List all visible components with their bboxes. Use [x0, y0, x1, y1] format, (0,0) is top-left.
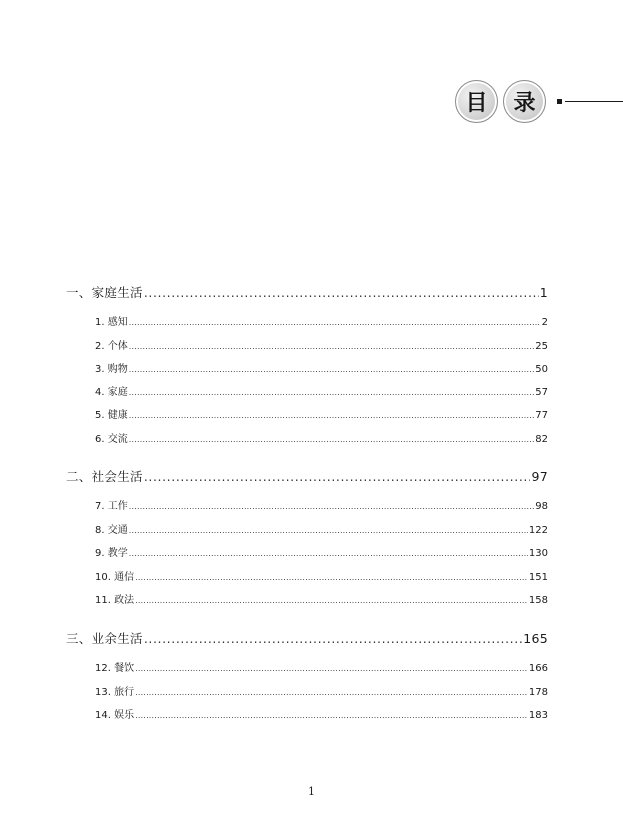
title-char-mu: 目 — [455, 80, 498, 123]
title-square-marker — [557, 99, 562, 104]
dot-leader — [144, 285, 539, 300]
toc-item-label: 2. 个体 — [95, 341, 128, 352]
toc-item-1[interactable] — [95, 313, 548, 328]
toc-item-page: 98 — [535, 501, 548, 512]
toc-item-9[interactable] — [95, 544, 548, 559]
toc-item-5[interactable] — [95, 406, 548, 421]
dot-leader — [129, 317, 541, 328]
dot-leader — [135, 687, 528, 698]
dot-leader — [135, 663, 528, 674]
toc-item-label: 13. 旅行 — [95, 687, 135, 698]
toc-item-page: 82 — [535, 434, 548, 445]
toc-section-1[interactable] — [66, 283, 548, 301]
toc-item-label: 3. 购物 — [95, 364, 128, 375]
dot-leader — [129, 364, 535, 375]
toc-item-label: 5. 健康 — [95, 410, 128, 421]
toc-title — [455, 80, 623, 126]
toc-item-label: 11. 政法 — [95, 595, 135, 606]
dot-leader — [129, 410, 535, 421]
dot-leader — [129, 341, 535, 352]
toc-item-page: 2 — [541, 317, 548, 328]
toc-section-page: 97 — [531, 469, 548, 484]
toc-item-label: 9. 教学 — [95, 548, 128, 559]
toc-item-label: 10. 通信 — [95, 572, 135, 583]
dot-leader — [135, 595, 528, 606]
toc-item-12[interactable] — [95, 659, 548, 674]
dot-leader — [144, 469, 531, 484]
toc-section-label: 一、家庭生活 — [66, 285, 143, 300]
title-rule-line — [565, 101, 623, 102]
toc-item-page: 25 — [535, 341, 548, 352]
toc-item-page: 158 — [528, 595, 548, 606]
dot-leader — [129, 387, 535, 398]
toc-item-page: 166 — [528, 663, 548, 674]
toc-item-page: 122 — [528, 525, 548, 536]
toc-item-label: 12. 餐饮 — [95, 663, 135, 674]
toc-item-6[interactable] — [95, 430, 548, 445]
dot-leader — [135, 572, 528, 583]
toc-item-8[interactable] — [95, 521, 548, 536]
toc-item-14[interactable] — [95, 706, 548, 721]
toc-section-3[interactable] — [66, 629, 548, 647]
toc-item-page: 50 — [535, 364, 548, 375]
toc-item-page: 178 — [528, 687, 548, 698]
toc-item-7[interactable] — [95, 497, 548, 512]
toc-item-page: 151 — [528, 572, 548, 583]
toc-section-page: 165 — [523, 631, 548, 646]
dot-leader — [129, 434, 535, 445]
dot-leader — [144, 631, 522, 646]
title-char-lu: 录 — [503, 80, 546, 123]
dot-leader — [135, 710, 528, 721]
toc-item-11[interactable] — [95, 591, 548, 606]
toc-section-label: 二、社会生活 — [66, 469, 143, 484]
toc-item-label: 4. 家庭 — [95, 387, 128, 398]
toc-section-label: 三、业余生活 — [66, 631, 143, 646]
dot-leader — [129, 525, 528, 536]
toc-item-3[interactable] — [95, 360, 548, 375]
toc-item-page: 57 — [535, 387, 548, 398]
toc-item-10[interactable] — [95, 568, 548, 583]
page-number: 1 — [308, 785, 315, 798]
toc-item-2[interactable] — [95, 337, 548, 352]
toc-item-page: 183 — [528, 710, 548, 721]
toc-item-13[interactable] — [95, 683, 548, 698]
dot-leader — [129, 548, 528, 559]
toc-item-label: 6. 交流 — [95, 434, 128, 445]
toc-item-4[interactable] — [95, 383, 548, 398]
toc-item-label: 8. 交通 — [95, 525, 128, 536]
toc-section-page: 1 — [539, 285, 548, 300]
toc-item-label: 7. 工作 — [95, 501, 128, 512]
toc-item-label: 14. 娱乐 — [95, 710, 135, 721]
dot-leader — [129, 501, 535, 512]
toc-item-page: 130 — [528, 548, 548, 559]
toc-section-2[interactable] — [66, 467, 548, 485]
toc-item-page: 77 — [535, 410, 548, 421]
toc-item-label: 1. 感知 — [95, 317, 128, 328]
